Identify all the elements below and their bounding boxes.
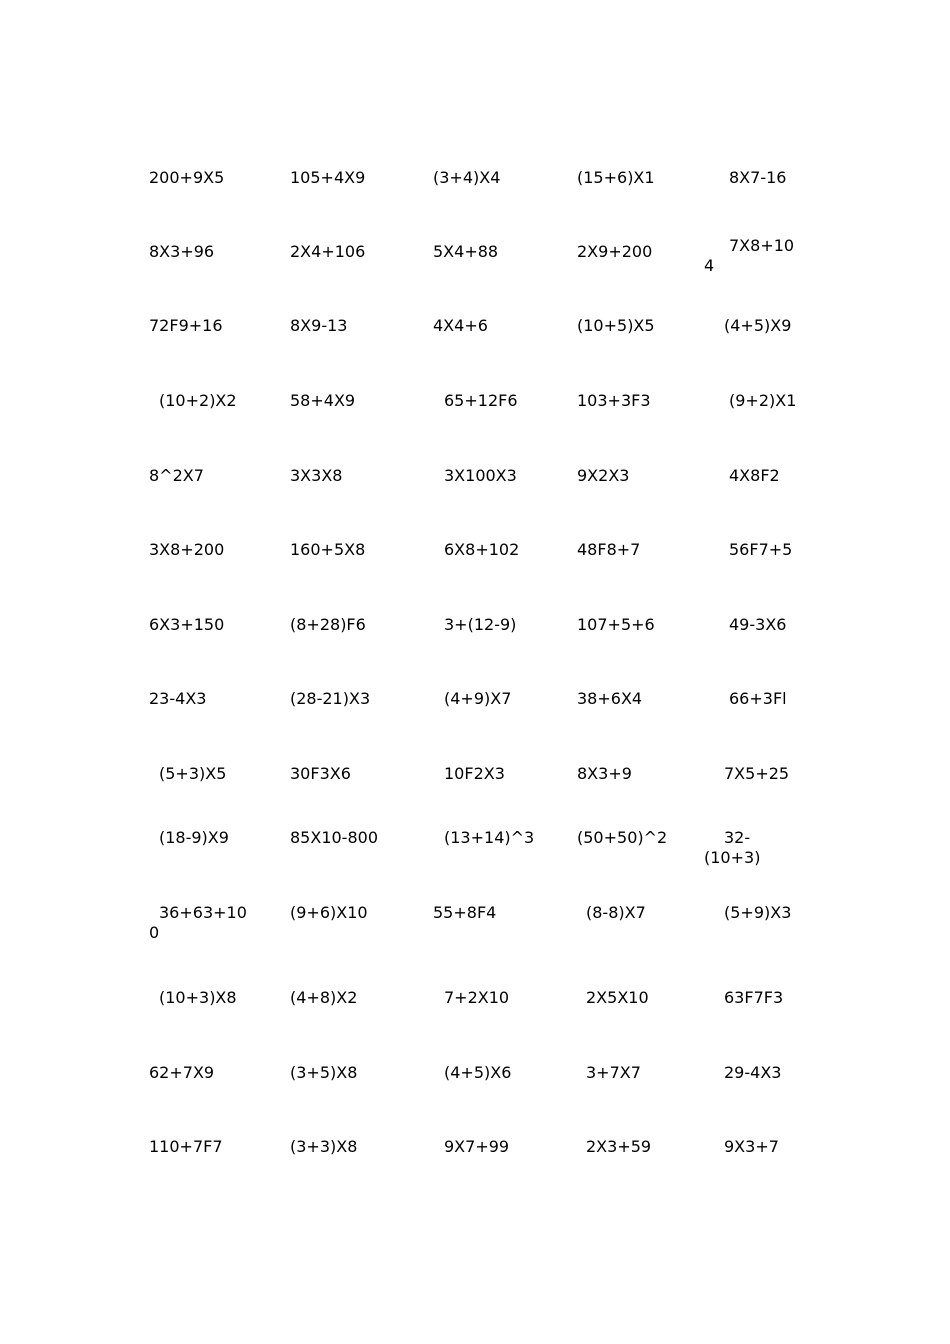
problem-cell-line: 32- bbox=[724, 828, 751, 847]
problem-cell-line: 4 bbox=[704, 256, 715, 275]
problem-cell: 49-3X6 bbox=[729, 615, 787, 634]
problem-cell: 4X8F2 bbox=[729, 466, 780, 485]
problem-cell-line: 7X8+10 bbox=[729, 236, 795, 255]
problem-cell: (3+4)X4 bbox=[433, 168, 501, 187]
problem-cell: 160+5X8 bbox=[290, 540, 366, 559]
problem-row bbox=[0, 1063, 950, 1103]
problem-cell: 2X5X10 bbox=[586, 988, 649, 1007]
problem-cell: 3X3X8 bbox=[290, 466, 343, 485]
problem-cell: (3+5)X8 bbox=[290, 1063, 358, 1082]
problem-cell: (4+8)X2 bbox=[290, 988, 358, 1007]
problem-cell-line: 0 bbox=[149, 923, 160, 942]
problem-cell: (4+9)X7 bbox=[444, 689, 512, 708]
problem-cell: 8X7-16 bbox=[729, 168, 787, 187]
problem-cell: (4+5)X9 bbox=[724, 316, 792, 335]
problem-cell: 110+7F7 bbox=[149, 1137, 223, 1156]
problem-cell-line: 36+63+10 bbox=[159, 903, 247, 922]
problem-cell: 56F7+5 bbox=[729, 540, 793, 559]
problem-cell: (9+2)X1 bbox=[729, 391, 797, 410]
problem-cell: 3X100X3 bbox=[444, 466, 517, 485]
problem-cell: (4+5)X6 bbox=[444, 1063, 512, 1082]
problem-row bbox=[0, 236, 950, 282]
problem-row bbox=[0, 988, 950, 1028]
problem-cell: 2X3+59 bbox=[586, 1137, 652, 1156]
problem-cell: (18-9)X9 bbox=[159, 828, 229, 847]
problem-cell: 107+5+6 bbox=[577, 615, 655, 634]
problem-row bbox=[0, 540, 950, 580]
problem-row bbox=[0, 168, 950, 208]
problem-cell: (8-8)X7 bbox=[586, 903, 646, 922]
problem-cell: 58+4X9 bbox=[290, 391, 356, 410]
problem-cell: 3+(12-9) bbox=[444, 615, 517, 634]
problem-cell: 10F2X3 bbox=[444, 764, 505, 783]
problem-row bbox=[0, 828, 950, 868]
problem-row bbox=[0, 466, 950, 506]
problem-row bbox=[0, 689, 950, 729]
problem-cell: 7X5+25 bbox=[724, 764, 790, 783]
problem-cell: (15+6)X1 bbox=[577, 168, 655, 187]
problem-row bbox=[0, 764, 950, 804]
problem-cell: 29-4X3 bbox=[724, 1063, 782, 1082]
problem-cell: (13+14)^3 bbox=[444, 828, 535, 847]
problem-cell: 55+8F4 bbox=[433, 903, 497, 922]
problem-cell: (5+3)X5 bbox=[159, 764, 227, 783]
problem-cell: 30F3X6 bbox=[290, 764, 351, 783]
problem-cell: 9X3+7 bbox=[724, 1137, 779, 1156]
problem-cell-wrapped bbox=[149, 903, 247, 943]
problem-cell: 6X3+150 bbox=[149, 615, 225, 634]
problem-cell: 66+3Fl bbox=[729, 689, 787, 708]
problem-cell: (10+2)X2 bbox=[159, 391, 237, 410]
problem-cell: 8X3+96 bbox=[149, 242, 215, 261]
problem-cell: (10+5)X5 bbox=[577, 316, 655, 335]
problem-cell: 8X3+9 bbox=[577, 764, 632, 783]
problem-cell: (3+3)X8 bbox=[290, 1137, 358, 1156]
problem-cell: (50+50)^2 bbox=[577, 828, 668, 847]
problem-cell: 8X9-13 bbox=[290, 316, 348, 335]
problem-cell: (28-21)X3 bbox=[290, 689, 371, 708]
problem-cell: 4X4+6 bbox=[433, 316, 488, 335]
problem-cell: (9+6)X10 bbox=[290, 903, 368, 922]
problem-cell: 7+2X10 bbox=[444, 988, 510, 1007]
problem-cell: 6X8+102 bbox=[444, 540, 520, 559]
problem-cell: 3+7X7 bbox=[586, 1063, 641, 1082]
problem-cell-wrapped bbox=[704, 236, 794, 276]
problem-cell: 63F7F3 bbox=[724, 988, 784, 1007]
problem-cell: 3X8+200 bbox=[149, 540, 225, 559]
problem-cell: (5+9)X3 bbox=[724, 903, 792, 922]
problem-cell: 103+3F3 bbox=[577, 391, 651, 410]
problem-cell: 23-4X3 bbox=[149, 689, 207, 708]
problem-cell: (10+3)X8 bbox=[159, 988, 237, 1007]
problem-cell: 9X2X3 bbox=[577, 466, 630, 485]
problem-cell: 2X4+106 bbox=[290, 242, 366, 261]
problem-cell: 105+4X9 bbox=[290, 168, 366, 187]
problem-cell: 72F9+16 bbox=[149, 316, 223, 335]
problem-cell-line: (10+3) bbox=[704, 848, 761, 867]
problem-row bbox=[0, 1137, 950, 1177]
problem-cell: 2X9+200 bbox=[577, 242, 653, 261]
problem-cell: 48F8+7 bbox=[577, 540, 641, 559]
problem-row bbox=[0, 391, 950, 431]
problem-row bbox=[0, 615, 950, 655]
problem-cell: (8+28)F6 bbox=[290, 615, 366, 634]
problem-cell: 62+7X9 bbox=[149, 1063, 215, 1082]
problem-cell: 5X4+88 bbox=[433, 242, 499, 261]
problem-cell: 9X7+99 bbox=[444, 1137, 510, 1156]
problem-cell: 38+6X4 bbox=[577, 689, 643, 708]
problem-cell: 85X10-800 bbox=[290, 828, 378, 847]
problem-row bbox=[0, 316, 950, 356]
problem-row bbox=[0, 903, 950, 943]
problem-cell: 8^2X7 bbox=[149, 466, 204, 485]
problem-cell-wrapped bbox=[704, 828, 760, 868]
problem-cell: 65+12F6 bbox=[444, 391, 518, 410]
problem-cell: 200+9X5 bbox=[149, 168, 225, 187]
